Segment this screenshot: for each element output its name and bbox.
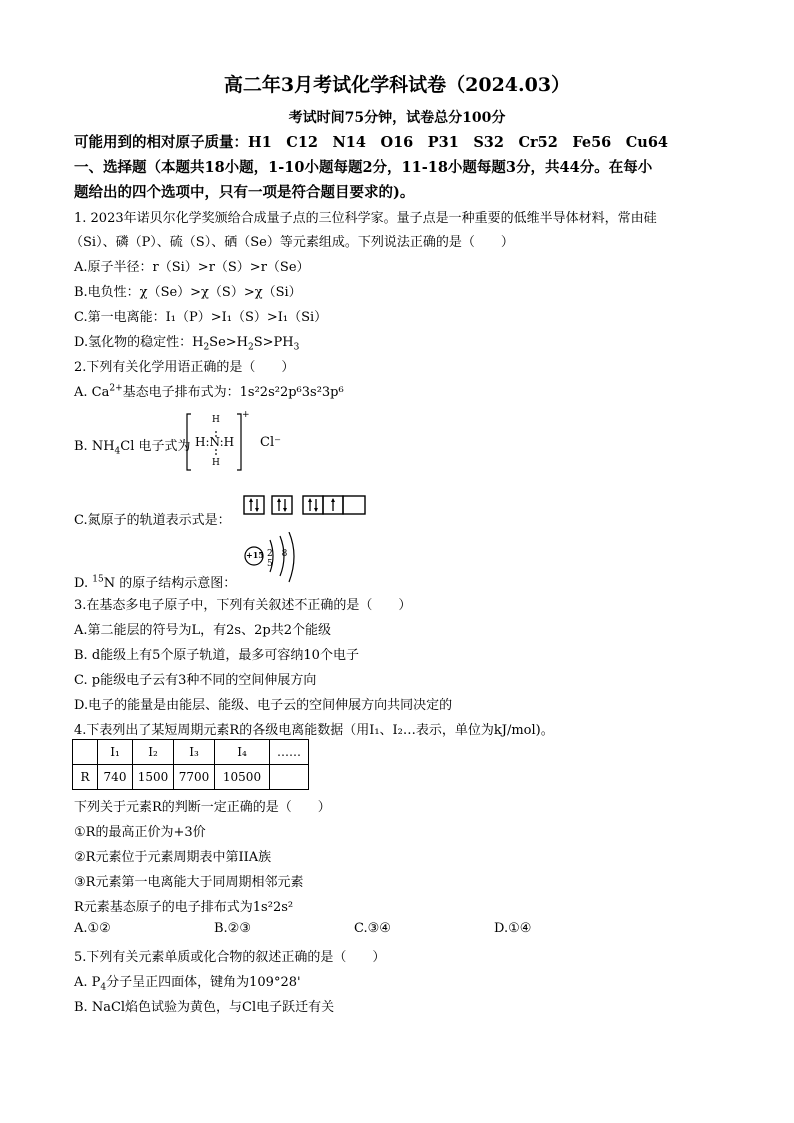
table-cell: R — [73, 765, 98, 790]
page-title: 高二年3月考试化学科试卷（2024.03） — [223, 74, 571, 96]
chloride-anion: Cl⁻ — [260, 435, 281, 450]
q3-option-b: B. d能级上有5个原子轨道，最多可容纳10个电子 — [74, 648, 359, 663]
table-header-cell: …… — [270, 740, 309, 765]
q4-option-a: A.①② — [74, 921, 111, 936]
section-title-line-1: 一、选择题（本题共18小题，1-10小题每题2分，11-18小题每题3分，共44分。在每小 — [74, 159, 653, 176]
q4-statement-4: R元素基态原子的电子排布式为1s²2s² — [74, 900, 294, 915]
table-header-cell: I₂ — [133, 740, 174, 765]
q1-option-a: A.原子半径：r（Si）>r（S）>r（Se） — [74, 260, 310, 275]
section-title-line-2: 题给出的四个选项中，只有一项是符合题目要求的)。 — [74, 184, 415, 201]
nh4-center-label: H:N:H — [195, 435, 235, 449]
q1-option-c: C.第一电离能：I₁（P）>I₁（S）>I₁（Si） — [74, 310, 328, 325]
table-header-cell — [73, 740, 98, 765]
q1-option-d: D.氢化物的稳定性：$H_2Se>H_2S>PH_3$ — [74, 335, 300, 353]
q2-stem: 2.下列有关化学用语正确的是（ ） — [74, 360, 295, 375]
table-header-row — [73, 740, 309, 765]
q4-option-c: C.③④ — [354, 921, 391, 936]
q4-option-b: B.②③ — [214, 921, 251, 936]
table-row — [73, 765, 309, 790]
q4-option-d: D.①④ — [494, 921, 532, 936]
atomic-masses: 可能用到的相对原子质量：H1 C12 N14 O16 P31 S32 Cr52 Fe56 Cu64 — [74, 134, 669, 151]
q3-option-a: A.第二能层的符号为L，有2s、2p共2个能级 — [74, 623, 331, 638]
q2-option-d: D. $^{15}$N 的原子结构示意图： — [74, 574, 237, 591]
nucleus-label: +15 — [246, 550, 264, 560]
q3-stem: 3.在基态多电子原子中，下列有关叙述不正确的是（ ） — [74, 598, 412, 613]
table-cell — [270, 765, 309, 790]
table-header-cell: I₄ — [215, 740, 270, 765]
q1-stem-line-1: 1. 2023年诺贝尔化学奖颁给合成量子点的三位科学家。量子点是一种重要的低维半导体材料，常由硅 — [74, 211, 657, 226]
q2-option-a: A. $Ca^{2+}$基态电子排布式为：1s²2s²2p⁶3s²3p⁶ — [74, 383, 344, 400]
q1-stem-line-2: （Si）、磷（P）、硫（S）、硒（Se）等元素组成。下列说法正确的是（ ） — [70, 235, 514, 250]
q4-statement-3: ③R元素第一电离能大于同周期相邻元素 — [74, 875, 304, 890]
q4-statement-1: ①R的最高正价为+3价 — [74, 825, 206, 840]
shell-electrons: 2 8 5 — [267, 549, 291, 569]
orbital-diagram-icon — [243, 494, 369, 516]
cation-charge: + — [242, 410, 250, 420]
atom-structure-diagram — [243, 532, 303, 584]
q3-option-d: D.电子的能量是由能层、能级、电子云的空间伸展方向共同决定的 — [74, 698, 453, 713]
q5-stem: 5.下列有关元素单质或化合物的叙述正确的是（ ） — [74, 950, 386, 965]
table-cell: 740 — [98, 765, 133, 790]
ionization-energy-table — [72, 739, 309, 790]
q4-statement-2: ②R元素位于元素周期表中第IIA族 — [74, 850, 272, 865]
table-cell: 7700 — [174, 765, 215, 790]
q4-stem: 4.下表列出了某短周期元素R的各级电离能数据（用I₁、I₂…表示，单位为kJ/mol)。 — [74, 723, 554, 738]
table-cell: 10500 — [215, 765, 270, 790]
q2-option-c: C.氮原子的轨道表示式是： — [74, 513, 231, 528]
table-header-cell: I₁ — [98, 740, 133, 765]
h-bottom-label: H — [212, 458, 220, 468]
h-top-label: H — [212, 415, 220, 425]
q3-option-c: C. p能级电子云有3种不同的空间伸展方向 — [74, 673, 317, 688]
table-cell: 1500 — [133, 765, 174, 790]
q5-option-b: B. NaCl焰色试验为黄色，与Cl电子跃迁有关 — [74, 1000, 335, 1015]
exam-subtitle: 考试时间75分钟，试卷总分100分 — [288, 110, 506, 126]
q5-option-a: A. $P_4$分子呈正四面体，键角为109°28' — [74, 975, 301, 993]
table-header-cell: I₃ — [174, 740, 215, 765]
q1-option-b: B.电负性：χ（Se）>χ（S）>χ（Si） — [74, 285, 302, 300]
q2-option-b: B. $NH_4Cl$ 电子式为 — [74, 439, 191, 457]
nh4-electron-formula — [185, 410, 250, 472]
q4-question: 下列关于元素R的判断一定正确的是（ ） — [74, 800, 331, 815]
